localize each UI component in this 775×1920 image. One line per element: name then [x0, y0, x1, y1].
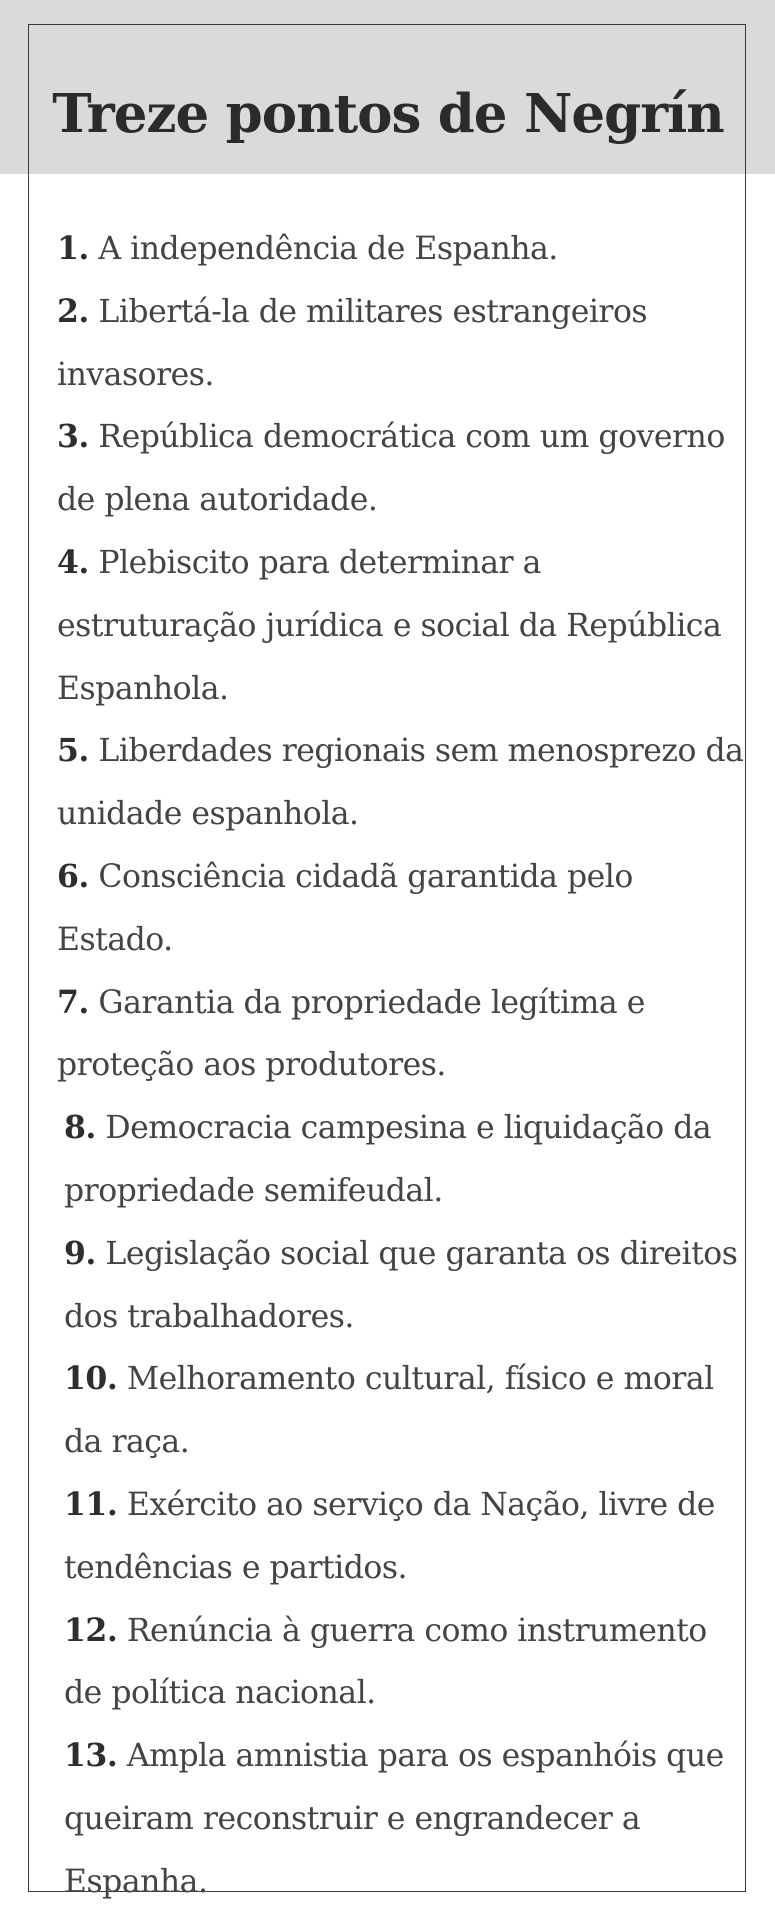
- point-number: 3.: [57, 418, 89, 456]
- point-number: 7.: [57, 983, 89, 1021]
- point-number: 12.: [64, 1611, 118, 1649]
- point-text: Libertá-la de militares estrangeiros invasores.: [57, 293, 648, 393]
- point-number: 8.: [64, 1109, 96, 1147]
- point-text: Plebiscito para determinar a estruturação jurídica e social da República Espanhola.: [57, 544, 722, 707]
- list-item: [57, 720, 747, 846]
- point-text: Melhoramento cultural, físico e moral da raça.: [64, 1361, 714, 1461]
- point-text: Liberdades regionais sem menosprezo da unidade espanhola.: [57, 733, 744, 833]
- point-number: 10.: [64, 1360, 118, 1398]
- point-number: 1.: [57, 230, 89, 267]
- point-text: Legislação social que garanta os direitos dos trabalhadores.: [64, 1235, 738, 1335]
- list-item: [57, 1223, 747, 1349]
- point-text: Ampla amnistia para os espanhóis que queiram reconstruir e engrandecer a Espanha.: [64, 1738, 724, 1900]
- point-text: Consciência cidadã garantida pelo Estado.: [57, 858, 633, 958]
- list-item: [57, 846, 747, 972]
- point-text: Exército ao serviço da Nação, livre de tendências e partidos.: [64, 1486, 715, 1586]
- point-text: Garantia da propriedade legítima e proteção aos produtores.: [57, 984, 645, 1084]
- point-number: 9.: [64, 1234, 96, 1272]
- list-item: [57, 281, 747, 407]
- list-item: [57, 1097, 747, 1223]
- list-item: [57, 406, 747, 532]
- point-number: 13.: [64, 1737, 118, 1775]
- list-item: [57, 532, 747, 720]
- point-number: 4.: [57, 543, 89, 581]
- point-number: 6.: [57, 857, 89, 895]
- points-card: [28, 24, 746, 1900]
- list-item: [57, 1725, 747, 1913]
- list-item: [57, 1348, 747, 1474]
- point-text: República democrática com um governo de plena autoridade.: [57, 419, 725, 519]
- page-title: Treze pontos de Negrín: [52, 83, 724, 145]
- point-text: A independência de Espanha.: [98, 231, 558, 267]
- point-number: 11.: [64, 1485, 118, 1523]
- list-item: [57, 1474, 747, 1600]
- points-list: [57, 218, 747, 1914]
- point-text: Renúncia à guerra como instrumento de política nacional.: [64, 1612, 707, 1712]
- point-text: Democracia campesina e liquidação da propriedade semifeudal.: [64, 1110, 712, 1209]
- point-number: 5.: [57, 732, 89, 770]
- list-item: [57, 1600, 747, 1726]
- point-number: 2.: [57, 292, 89, 330]
- list-item: [57, 972, 747, 1098]
- list-item: [57, 218, 747, 281]
